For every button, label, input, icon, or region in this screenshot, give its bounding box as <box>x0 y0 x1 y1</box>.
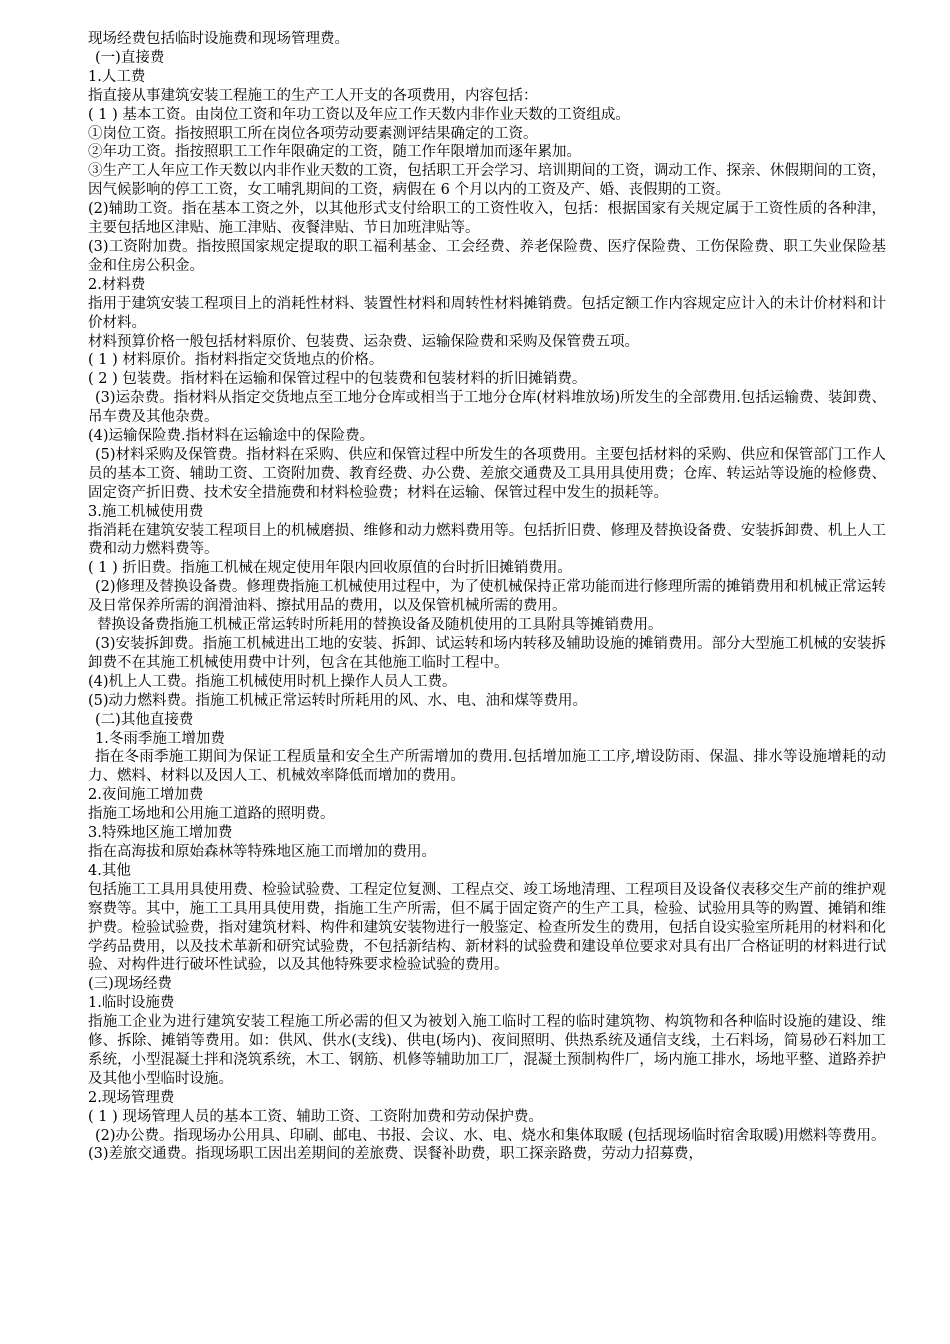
paragraph: (三)现场经费 <box>88 976 172 993</box>
paragraph: (5)材料采购及保管费。指材料在采购、供应和保管过程中所发生的各项费用。主要包括材料的采购、供应和保管部门工作人员的基本工资、辅助工资、工资附加费、教育经费、办公费、差旅交通费及工具用具使用费；仓库、转运站等设施的检修费、固定资产折旧费、技术安全措施费和材料检验费；材料在运输、保管过程中发生的损耗等。 <box>88 446 886 501</box>
paragraph: (3)安装拆卸费。指施工机械进出工地的安装、拆卸、试运转和场内转移及辅助设施的摊销费用。部分大型施工机械的安装拆卸费不在其施工机械使用费中计列，包含在其他施工临时工程中。 <box>88 636 886 671</box>
paragraph: ( 2 ) 包装费。指材料在运输和保管过程中的包装费和包装材料的折旧摊销费。 <box>88 371 587 388</box>
paragraph: 指在冬雨季施工期间为保证工程质量和安全生产所需增加的费用.包括增加施工工序,增设防雨、保温、排水等设施增耗的动力、燃料、材料以及因人工、机械效率降低而增加的费用。 <box>88 749 886 785</box>
paragraph: ( 1 ) 折旧费。指施工机械在规定使用年限内回收原值的台时折旧摊销费用。 <box>88 560 572 577</box>
paragraph: 2.材料费 <box>88 276 146 293</box>
paragraph: 3.施工机械使用费 <box>88 503 204 520</box>
paragraph: ( 1 ) 基本工资。由岗位工资和年功工资以及年应工作天数内非作业天数的工资组成。 <box>88 106 630 123</box>
paragraph: 指施工企业为进行建筑安装工程施工所必需的但又为被划入施工临时工程的临时建筑物、构筑物和各种临时设施的建设、维修、拆除、摊销等费用。如：供风、供水(支线)、供电(场内)、夜间照明、供热系统及通信支线，土石料场，简易砂石料加工系统，小型混凝土拌和浇筑系统，木工、钢筋、机修等辅助加工厂，混凝土预制构件厂，场内施工排水，场地平整、道路养护及其他小型临时设施。 <box>88 1014 886 1087</box>
paragraph: 指在高海拔和原始森林等特殊地区施工而增加的费用。 <box>88 843 436 860</box>
paragraph: (2)办公费。指现场办公用具、印刷、邮电、书报、会议、水、电、烧水和集体取暖 (包括现场临时宿舍取暖)用燃料等费用。 <box>95 1127 886 1144</box>
paragraph: 1.临时设施费 <box>88 995 175 1012</box>
paragraph: 指用于建筑安装工程项目上的消耗性材料、装置性材料和周转性材料摊销费。包括定额工作内容规定应计入的未计价材料和计价材料。 <box>88 295 886 331</box>
paragraph: 1.冬雨季施工增加费 <box>95 730 225 747</box>
paragraph: 指消耗在建筑安装工程项目上的机械磨损、维修和动力燃料费用等。包括折旧费、修理及替换设备费、安装拆卸费、机上人工费和动力燃料费等。 <box>88 522 886 558</box>
paragraph: 1.人工费 <box>88 68 146 85</box>
paragraph: (3)运杂费。指材料从指定交货地点至工地分仓库或相当于工地分仓库(材料堆放场)所发生的全部费用.包括运输费、装卸费、吊车费及其他杂费。 <box>88 390 886 426</box>
paragraph: 3.特殊地区施工增加费 <box>88 825 233 842</box>
paragraph: 2.现场管理费 <box>88 1089 175 1106</box>
paragraph: ( 1 ) 现场管理人员的基本工资、辅助工资、工资附加费和劳动保护费。 <box>88 1108 543 1125</box>
paragraph: 2.夜间施工增加费 <box>88 787 204 804</box>
paragraph: (二)其他直接费 <box>95 711 194 728</box>
paragraph: ( 1 ) 材料原价。指材料指定交货地点的价格。 <box>88 352 384 369</box>
paragraph: ③生产工人年应工作天数以内非作业天数的工资，包括职工开会学习、培训期间的工资，调动工作、探亲、休假期间的工资，因气候影响的停工工资，女工哺乳期间的工资，病假在 6 个月以内的工资及产、婚、丧假期的工资。 <box>88 163 886 199</box>
paragraph: 包括施工工具用具使用费、检验试验费、工程定位复测、工程点交、竣工场地清理、工程项目及设备仪表移交生产前的维护观察费等。其中，施工工具用具使用费，指施工生产所需，但不属于固定资产的生产工具，检验、试验用具等的购置、摊销和维护费。检验试验费，指对建筑材料、构件和建筑安装物进行一般鉴定、检查所发生的费用，包括自设实验室所耗用的材料和化学药品费用，以及技术革新和研究试验费，不包括新结构、新材料的试验费和建设单位要求对具有出厂合格证明的材料进行试验、对构件进行破坏性试验，以及其他特殊要求检验试验的费用。 <box>88 881 886 974</box>
paragraph: 替换设备费指施工机械正常运转时所耗用的替换设备及随机使用的工具附具等摊销费用。 <box>97 617 663 634</box>
paragraph: (4)机上人工费。指施工机械使用时机上操作人员人工费。 <box>88 673 457 690</box>
paragraph: 指施工场地和公用施工道路的照明费。 <box>88 806 335 823</box>
paragraph: 现场经费包括临时设施费和现场管理费。 <box>88 31 349 47</box>
paragraph: (5)动力燃料费。指施工机械正常运转时所耗用的风、水、电、油和煤等费用。 <box>88 692 588 709</box>
paragraph: (一)直接费 <box>95 49 165 66</box>
paragraph: (3)工资附加费。指按照国家规定提取的职工福利基金、工会经费、养老保险费、医疗保险费、工伤保险费、职工失业保险基金和住房公积金。 <box>88 238 886 274</box>
paragraph: ①岗位工资。指按照职工所在岗位各项劳动要素测评结果确定的工资。 <box>88 125 538 142</box>
paragraph: 4.其他 <box>88 862 131 879</box>
paragraph: (2)辅助工资。指在基本工资之外，以其他形式支付给职工的工资性收入，包括：根据国家有关规定属于工资性质的各种津，主要包括地区津贴、施工津贴、夜餐津贴、节日加班津贴等。 <box>88 201 886 237</box>
paragraph: (4)运输保险费.指材料在运输途中的保险费。 <box>88 428 375 445</box>
paragraph: (3)差旅交通费。指现场职工因出差期间的差旅费、误餐补助费，职工探亲路费，劳动力招募费， <box>88 1146 704 1163</box>
paragraph: 指直接从事建筑安装工程施工的生产工人开支的各项费用，内容包括： <box>88 87 538 104</box>
paragraph: 材料预算价格一般包括材料原价、包装费、运杂费、运输保险费和采购及保管费五项。 <box>88 333 639 350</box>
paragraph: (2)修理及替换设备费。修理费指施工机械使用过程中，为了使机械保持正常功能而进行修理所需的摊销费用和机械正常运转及日常保养所需的润滑油料、擦拭用品的费用，以及保管机械所需的费用。 <box>88 579 886 615</box>
paragraph: ②年功工资。指按照职工工作年限确定的工资，随工作年限增加而逐年累加。 <box>88 144 581 161</box>
